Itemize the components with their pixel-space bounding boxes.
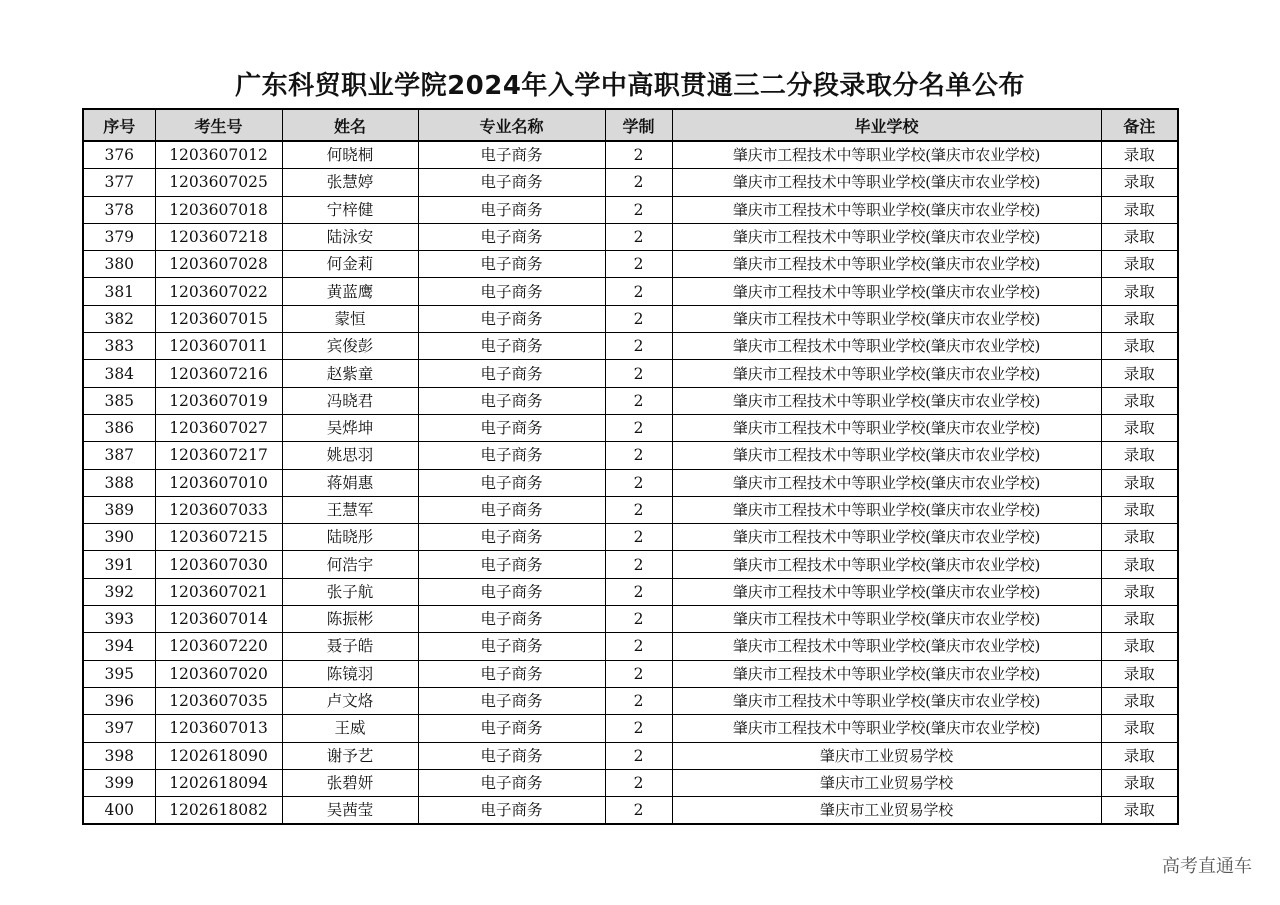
- cell-name: 陈振彬: [282, 606, 418, 633]
- cell-name: 聂子皓: [282, 633, 418, 660]
- cell-serial: 392: [83, 578, 155, 605]
- cell-graduation-school: 肇庆市工程技术中等职业学校(肇庆市农业学校): [672, 169, 1101, 196]
- cell-major: 电子商务: [418, 742, 605, 769]
- table-row: [83, 578, 1178, 605]
- cell-remark: 录取: [1101, 578, 1178, 605]
- cell-major: 电子商务: [418, 687, 605, 714]
- cell-graduation-school: 肇庆市工程技术中等职业学校(肇庆市农业学校): [672, 141, 1101, 169]
- cell-duration: 2: [605, 223, 672, 250]
- cell-remark: 录取: [1101, 360, 1178, 387]
- cell-major: 电子商务: [418, 278, 605, 305]
- cell-major: 电子商务: [418, 141, 605, 169]
- cell-major: 电子商务: [418, 387, 605, 414]
- cell-exam-number: 1203607015: [155, 305, 282, 332]
- cell-graduation-school: 肇庆市工程技术中等职业学校(肇庆市农业学校): [672, 606, 1101, 633]
- cell-major: 电子商务: [418, 633, 605, 660]
- cell-name: 张碧妍: [282, 769, 418, 796]
- cell-exam-number: 1203607013: [155, 715, 282, 742]
- cell-name: 蒙恒: [282, 305, 418, 332]
- cell-major: 电子商务: [418, 524, 605, 551]
- cell-remark: 录取: [1101, 442, 1178, 469]
- cell-duration: 2: [605, 414, 672, 441]
- cell-exam-number: 1203607035: [155, 687, 282, 714]
- cell-exam-number: 1203607027: [155, 414, 282, 441]
- cell-exam-number: 1203607218: [155, 223, 282, 250]
- cell-remark: 录取: [1101, 305, 1178, 332]
- cell-graduation-school: 肇庆市工程技术中等职业学校(肇庆市农业学校): [672, 551, 1101, 578]
- cell-graduation-school: 肇庆市工程技术中等职业学校(肇庆市农业学校): [672, 414, 1101, 441]
- cell-major: 电子商务: [418, 496, 605, 523]
- cell-graduation-school: 肇庆市工程技术中等职业学校(肇庆市农业学校): [672, 524, 1101, 551]
- cell-graduation-school: 肇庆市工程技术中等职业学校(肇庆市农业学校): [672, 496, 1101, 523]
- cell-graduation-school: 肇庆市工业贸易学校: [672, 742, 1101, 769]
- cell-duration: 2: [605, 278, 672, 305]
- cell-remark: 录取: [1101, 742, 1178, 769]
- cell-name: 冯晓君: [282, 387, 418, 414]
- table-row: [83, 196, 1178, 223]
- table-row: [83, 496, 1178, 523]
- cell-remark: 录取: [1101, 551, 1178, 578]
- cell-graduation-school: 肇庆市工程技术中等职业学校(肇庆市农业学校): [672, 687, 1101, 714]
- cell-exam-number: 1203607025: [155, 169, 282, 196]
- cell-serial: 390: [83, 524, 155, 551]
- cell-name: 王威: [282, 715, 418, 742]
- cell-remark: 录取: [1101, 715, 1178, 742]
- cell-duration: 2: [605, 333, 672, 360]
- cell-graduation-school: 肇庆市工程技术中等职业学校(肇庆市农业学校): [672, 442, 1101, 469]
- cell-duration: 2: [605, 578, 672, 605]
- cell-remark: 录取: [1101, 196, 1178, 223]
- cell-remark: 录取: [1101, 169, 1178, 196]
- cell-exam-number: 1203607021: [155, 578, 282, 605]
- cell-graduation-school: 肇庆市工程技术中等职业学校(肇庆市农业学校): [672, 278, 1101, 305]
- cell-remark: 录取: [1101, 797, 1178, 825]
- cell-name: 赵紫童: [282, 360, 418, 387]
- table-row: [83, 387, 1178, 414]
- cell-graduation-school: 肇庆市工业贸易学校: [672, 769, 1101, 796]
- cell-graduation-school: 肇庆市工程技术中等职业学校(肇庆市农业学校): [672, 660, 1101, 687]
- cell-name: 陆晓彤: [282, 524, 418, 551]
- table-row: [83, 551, 1178, 578]
- table-row: [83, 769, 1178, 796]
- table-row: [83, 715, 1178, 742]
- cell-duration: 2: [605, 687, 672, 714]
- cell-graduation-school: 肇庆市工程技术中等职业学校(肇庆市农业学校): [672, 715, 1101, 742]
- cell-major: 电子商务: [418, 551, 605, 578]
- cell-exam-number: 1203607018: [155, 196, 282, 223]
- cell-serial: 394: [83, 633, 155, 660]
- cell-serial: 381: [83, 278, 155, 305]
- table-body: [83, 141, 1178, 824]
- cell-remark: 录取: [1101, 769, 1178, 796]
- cell-duration: 2: [605, 496, 672, 523]
- cell-major: 电子商务: [418, 360, 605, 387]
- cell-major: 电子商务: [418, 469, 605, 496]
- table-row: [83, 278, 1178, 305]
- cell-graduation-school: 肇庆市工程技术中等职业学校(肇庆市农业学校): [672, 578, 1101, 605]
- header-exam-number: 考生号: [155, 109, 282, 141]
- cell-name: 姚思羽: [282, 442, 418, 469]
- cell-duration: 2: [605, 196, 672, 223]
- cell-duration: 2: [605, 141, 672, 169]
- cell-duration: 2: [605, 660, 672, 687]
- cell-major: 电子商务: [418, 223, 605, 250]
- table-row: [83, 305, 1178, 332]
- cell-duration: 2: [605, 742, 672, 769]
- cell-serial: 393: [83, 606, 155, 633]
- cell-graduation-school: 肇庆市工业贸易学校: [672, 797, 1101, 825]
- cell-remark: 录取: [1101, 387, 1178, 414]
- cell-remark: 录取: [1101, 524, 1178, 551]
- cell-major: 电子商务: [418, 660, 605, 687]
- table-row: [83, 141, 1178, 169]
- cell-graduation-school: 肇庆市工程技术中等职业学校(肇庆市农业学校): [672, 633, 1101, 660]
- cell-serial: 388: [83, 469, 155, 496]
- header-graduation-school: 毕业学校: [672, 109, 1101, 141]
- cell-remark: 录取: [1101, 496, 1178, 523]
- header-remark: 备注: [1101, 109, 1178, 141]
- cell-remark: 录取: [1101, 223, 1178, 250]
- table-row: [83, 223, 1178, 250]
- cell-serial: 383: [83, 333, 155, 360]
- cell-name: 陆泳安: [282, 223, 418, 250]
- cell-serial: 398: [83, 742, 155, 769]
- cell-name: 宾俊彭: [282, 333, 418, 360]
- cell-remark: 录取: [1101, 687, 1178, 714]
- cell-duration: 2: [605, 797, 672, 825]
- cell-exam-number: 1202618094: [155, 769, 282, 796]
- cell-exam-number: 1203607019: [155, 387, 282, 414]
- cell-serial: 389: [83, 496, 155, 523]
- cell-serial: 395: [83, 660, 155, 687]
- cell-graduation-school: 肇庆市工程技术中等职业学校(肇庆市农业学校): [672, 251, 1101, 278]
- cell-graduation-school: 肇庆市工程技术中等职业学校(肇庆市农业学校): [672, 469, 1101, 496]
- cell-major: 电子商务: [418, 715, 605, 742]
- cell-major: 电子商务: [418, 196, 605, 223]
- cell-name: 王慧军: [282, 496, 418, 523]
- cell-remark: 录取: [1101, 251, 1178, 278]
- cell-serial: 385: [83, 387, 155, 414]
- cell-exam-number: 1203607030: [155, 551, 282, 578]
- cell-exam-number: 1203607220: [155, 633, 282, 660]
- cell-serial: 379: [83, 223, 155, 250]
- header-serial: 序号: [83, 109, 155, 141]
- cell-serial: 382: [83, 305, 155, 332]
- cell-serial: 386: [83, 414, 155, 441]
- cell-name: 吴烨坤: [282, 414, 418, 441]
- cell-exam-number: 1203607028: [155, 251, 282, 278]
- table-row: [83, 660, 1178, 687]
- cell-serial: 399: [83, 769, 155, 796]
- cell-name: 何晓桐: [282, 141, 418, 169]
- cell-serial: 387: [83, 442, 155, 469]
- cell-remark: 录取: [1101, 633, 1178, 660]
- cell-major: 电子商务: [418, 442, 605, 469]
- cell-name: 谢予艺: [282, 742, 418, 769]
- cell-name: 吴茜莹: [282, 797, 418, 825]
- cell-graduation-school: 肇庆市工程技术中等职业学校(肇庆市农业学校): [672, 387, 1101, 414]
- cell-exam-number: 1202618082: [155, 797, 282, 825]
- table-row: [83, 687, 1178, 714]
- cell-major: 电子商务: [418, 333, 605, 360]
- cell-exam-number: 1203607033: [155, 496, 282, 523]
- cell-major: 电子商务: [418, 797, 605, 825]
- cell-major: 电子商务: [418, 578, 605, 605]
- cell-serial: 377: [83, 169, 155, 196]
- cell-duration: 2: [605, 551, 672, 578]
- cell-serial: 384: [83, 360, 155, 387]
- cell-duration: 2: [605, 251, 672, 278]
- cell-remark: 录取: [1101, 660, 1178, 687]
- cell-duration: 2: [605, 469, 672, 496]
- cell-name: 何浩宇: [282, 551, 418, 578]
- cell-duration: 2: [605, 305, 672, 332]
- table-row: [83, 442, 1178, 469]
- cell-serial: 400: [83, 797, 155, 825]
- cell-exam-number: 1203607216: [155, 360, 282, 387]
- cell-major: 电子商务: [418, 606, 605, 633]
- cell-duration: 2: [605, 633, 672, 660]
- cell-major: 电子商务: [418, 305, 605, 332]
- cell-name: 宁梓健: [282, 196, 418, 223]
- page-title: 广东科贸职业学院2024年入学中高职贯通三二分段录取分名单公布: [235, 71, 1025, 101]
- cell-serial: 391: [83, 551, 155, 578]
- cell-exam-number: 1203607217: [155, 442, 282, 469]
- cell-exam-number: 1203607010: [155, 469, 282, 496]
- table-row: [83, 333, 1178, 360]
- cell-duration: 2: [605, 606, 672, 633]
- cell-remark: 录取: [1101, 469, 1178, 496]
- cell-duration: 2: [605, 169, 672, 196]
- admission-table: [82, 108, 1179, 825]
- cell-name: 黄蓝鹰: [282, 278, 418, 305]
- cell-duration: 2: [605, 524, 672, 551]
- cell-duration: 2: [605, 360, 672, 387]
- cell-duration: 2: [605, 387, 672, 414]
- cell-duration: 2: [605, 769, 672, 796]
- cell-remark: 录取: [1101, 606, 1178, 633]
- cell-remark: 录取: [1101, 278, 1178, 305]
- cell-major: 电子商务: [418, 769, 605, 796]
- cell-serial: 397: [83, 715, 155, 742]
- table-row: [83, 742, 1178, 769]
- cell-major: 电子商务: [418, 169, 605, 196]
- cell-graduation-school: 肇庆市工程技术中等职业学校(肇庆市农业学校): [672, 196, 1101, 223]
- cell-exam-number: 1203607020: [155, 660, 282, 687]
- table-header-row: [83, 109, 1178, 141]
- cell-exam-number: 1203607011: [155, 333, 282, 360]
- table-row: [83, 469, 1178, 496]
- cell-name: 蒋娟惠: [282, 469, 418, 496]
- table-row: [83, 414, 1178, 441]
- header-duration: 学制: [605, 109, 672, 141]
- cell-exam-number: 1203607012: [155, 141, 282, 169]
- cell-serial: 376: [83, 141, 155, 169]
- cell-major: 电子商务: [418, 414, 605, 441]
- table-row: [83, 360, 1178, 387]
- table-row: [83, 524, 1178, 551]
- cell-name: 张慧婷: [282, 169, 418, 196]
- cell-remark: 录取: [1101, 141, 1178, 169]
- cell-exam-number: 1203607215: [155, 524, 282, 551]
- cell-serial: 396: [83, 687, 155, 714]
- cell-name: 陈镜羽: [282, 660, 418, 687]
- table-row: [83, 797, 1178, 825]
- cell-serial: 378: [83, 196, 155, 223]
- cell-graduation-school: 肇庆市工程技术中等职业学校(肇庆市农业学校): [672, 305, 1101, 332]
- table-row: [83, 169, 1178, 196]
- table-row: [83, 251, 1178, 278]
- cell-duration: 2: [605, 715, 672, 742]
- header-major: 专业名称: [418, 109, 605, 141]
- header-name: 姓名: [282, 109, 418, 141]
- cell-graduation-school: 肇庆市工程技术中等职业学校(肇庆市农业学校): [672, 223, 1101, 250]
- cell-remark: 录取: [1101, 414, 1178, 441]
- cell-remark: 录取: [1101, 333, 1178, 360]
- watermark-text: 高考直通车: [1162, 856, 1252, 877]
- cell-major: 电子商务: [418, 251, 605, 278]
- cell-graduation-school: 肇庆市工程技术中等职业学校(肇庆市农业学校): [672, 360, 1101, 387]
- cell-serial: 380: [83, 251, 155, 278]
- cell-duration: 2: [605, 442, 672, 469]
- table-row: [83, 633, 1178, 660]
- cell-exam-number: 1203607014: [155, 606, 282, 633]
- cell-name: 张子航: [282, 578, 418, 605]
- cell-graduation-school: 肇庆市工程技术中等职业学校(肇庆市农业学校): [672, 333, 1101, 360]
- cell-name: 卢文烙: [282, 687, 418, 714]
- cell-exam-number: 1203607022: [155, 278, 282, 305]
- cell-name: 何金莉: [282, 251, 418, 278]
- cell-exam-number: 1202618090: [155, 742, 282, 769]
- table-row: [83, 606, 1178, 633]
